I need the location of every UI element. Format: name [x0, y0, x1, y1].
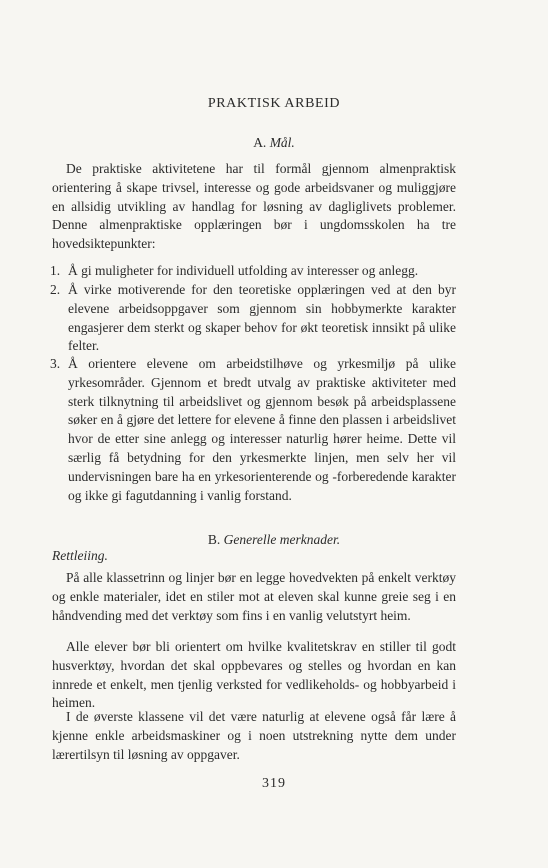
section-b-heading: [0, 532, 548, 548]
list-item-number: 1.: [50, 263, 61, 278]
list-item-text: Å orientere elevene om arbeidstilhøve og yrkesmiljø på ulike yrkesområder. Gjennom et bredt utvalg av praktiske aktiviteter med sterk tilknytning til arbeidslivet og gjennom besøk på arbeidsplassene søker en å gjøre det lettere for elevene å finne den plassen i arbeidslivet hvor de etter sine anlegg og interesser naturlig hører heime. Dette vil særlig få betydning for den yrkesmerkte linjen, men selv her vil undervisningen bare ha en yrkesorienterende og -forberedende karakter og ikke gi fagutdanning i vanlig forstand.: [68, 356, 456, 503]
list-item-number: 3.: [50, 356, 61, 371]
b-paragraph: Alle elever bør bli orientert om hvilke kvalitetskrav en stiller til godt husverktøy, hvordan det skal oppbevares og stelles og hvordan en kan innrede et enkelt, men tjenlig verksted for vedlikeholds- og hobbyarbeid i heimen.: [52, 639, 456, 711]
list-item: [52, 281, 456, 356]
section-b-title: Generelle merknader.: [223, 532, 341, 547]
list-item-text: Å gi muligheter for individuell utfolding av interesser og anlegg.: [68, 263, 419, 278]
page-number: 319: [262, 776, 286, 791]
b-paragraph: På alle klassetrinn og linjer bør en legge hovedvekten på enkelt verktøy og enkle materialer, idet en stiler mot at eleven skal kunne greie seg i en håndvending med det verktøy som fins i en vanlig velutstyrt heim.: [52, 570, 456, 623]
list-item: [52, 355, 456, 505]
section-b-letter: B.: [207, 532, 221, 547]
section-a-heading: [0, 135, 548, 151]
list-item-number: 2.: [50, 282, 61, 297]
list-item: [52, 262, 456, 281]
rettleiing-label: Rettleiing.: [52, 548, 108, 563]
page-title: PRAKTISK ARBEID: [207, 96, 341, 111]
section-a-letter: A.: [253, 135, 267, 150]
intro-paragraph: De praktiske aktivitetene har til formål gjennom almenpraktisk orientering å skape trivsel, interesse og gode arbeidsvaner og muliggjøre en allsidig utvikling av handlag for løsning av dagliglivets problemer. Denne almenpraktiske opplæringen bør i ungdomsskolen ha tre hovedsiktepunkter:: [52, 161, 456, 252]
section-a-title: Mål.: [269, 135, 295, 150]
b-paragraph: I de øverste klassene vil det være naturlig at elevene også får lære å kjenne enkle arbeidsmaskiner og i noen utstrekning nytte dem under lærertilsyn til løsning av oppgaver.: [52, 709, 456, 762]
list-item-text: Å virke motiverende for den teoretiske opplæringen ved at den byr elevene arbeidsoppgaver som gjennom sin hobbymerkte karakter engasjerer dem sterkt og skaper behov for økt teoretisk innsikt på ulike felter.: [68, 282, 456, 354]
